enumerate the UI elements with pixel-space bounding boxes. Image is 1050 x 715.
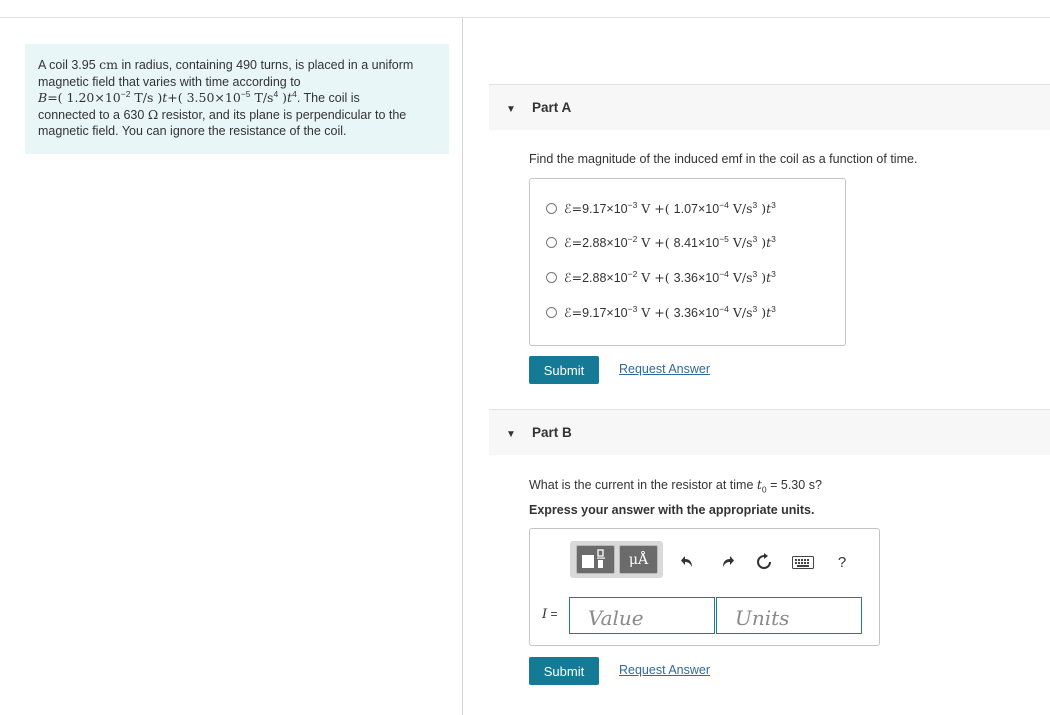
part-a-header[interactable] <box>489 84 1050 130</box>
part-a-prompt: Find the magnitude of the induced emf in the coil as a function of time. <box>529 152 918 166</box>
part-b-title: Part B <box>532 425 572 440</box>
units-instruction: Express your answer with the appropriate units. <box>529 503 815 517</box>
value-input[interactable] <box>569 597 715 634</box>
emf-option[interactable] <box>546 232 776 252</box>
fraction-template-icon <box>577 546 614 573</box>
problem-line-4: connected to a 630 Ω resistor, and its plane is perpendicular to the <box>38 106 407 122</box>
problem-statement <box>25 44 449 154</box>
answer-box <box>529 528 880 646</box>
radio-button[interactable] <box>546 307 557 318</box>
keyboard-icon[interactable] <box>789 551 817 573</box>
radio-button[interactable] <box>546 272 557 283</box>
redo-icon[interactable] <box>716 551 738 573</box>
part-b-prompt: What is the current in the resistor at time $t_0 = 5.30$ s? <box>529 477 822 495</box>
template-button[interactable] <box>576 545 615 574</box>
top-rule <box>0 17 1050 18</box>
emf-expression: $ℰ=9.17\times 10^{-3}$ V +( $3.36\times 10^{-4}$ $V/s^3$ )$t^3$ <box>564 303 776 320</box>
problem-line-1: A coil 3.95 cm in radius, containing 490 turns, is placed in a uniform <box>38 57 414 72</box>
column-divider <box>462 18 463 715</box>
units-button[interactable]: μÅ <box>619 545 658 574</box>
problem-line-2: magnetic field that varies with time according to <box>38 74 301 89</box>
emf-option[interactable] <box>546 267 776 287</box>
emf-expression: $ℰ=9.17\times 10^{-3}$ V +( $1.07\times 10^{-4}$ $V/s^3$ )$t^3$ <box>564 199 776 216</box>
emf-expression: $ℰ=2.88\times 10^{-2}$ V +( $3.36\times 10^{-4}$ $V/s^3$ )$t^3$ <box>564 268 776 285</box>
emf-option[interactable] <box>546 302 776 322</box>
part-b-request-answer-link[interactable]: Request Answer <box>619 663 711 677</box>
field-equation: B=( $1.20\times 10^{-2}$ T/s )t+( $3.50\times 10^{-5}$ $T/s^4$ )$t^4$. The coil is <box>38 89 360 105</box>
part-b-header[interactable] <box>489 409 1050 455</box>
collapse-caret-icon[interactable]: ▼ <box>506 104 516 115</box>
emf-option[interactable] <box>546 198 776 218</box>
emf-choices <box>529 178 846 346</box>
part-b-submit-button[interactable]: Submit <box>529 657 599 685</box>
undo-icon[interactable] <box>677 551 699 573</box>
part-a-submit-button[interactable]: Submit <box>529 356 599 384</box>
template-toolbar <box>570 541 663 578</box>
reset-icon[interactable] <box>753 551 775 573</box>
part-a-title: Part A <box>532 100 572 115</box>
radio-button[interactable] <box>546 203 557 214</box>
units-input[interactable] <box>716 597 862 634</box>
part-a-request-answer-link[interactable]: Request Answer <box>619 362 711 376</box>
help-icon[interactable]: ? <box>837 553 847 571</box>
answer-variable-label: I = <box>542 607 558 622</box>
collapse-caret-icon[interactable]: ▼ <box>506 429 516 440</box>
radio-button[interactable] <box>546 237 557 248</box>
problem-line-5: magnetic field. You can ignore the resistance of the coil. <box>38 124 347 138</box>
emf-expression: $ℰ=2.88\times 10^{-2}$ V +( $8.41\times 10^{-5}$ $V/s^3$ )$t^3$ <box>564 233 776 250</box>
